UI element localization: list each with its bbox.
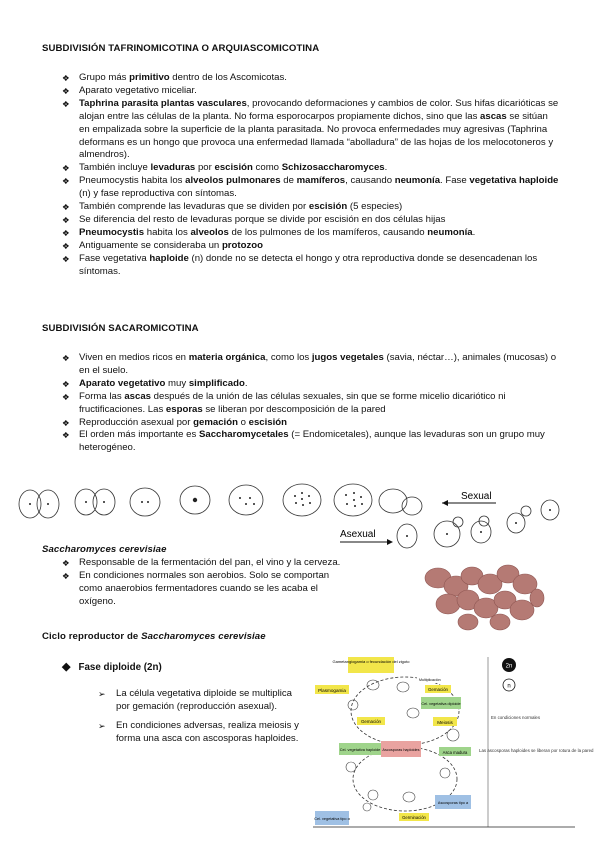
bullet-item — [60, 162, 560, 175]
box-multiplicacion-text: Multiplicación — [419, 678, 441, 682]
box-gemacion-left-text: Gemación — [360, 719, 382, 724]
bullet-item — [60, 391, 560, 417]
bullet-run: escisión — [308, 201, 348, 213]
bullet-run: Viven en medios ricos en — [79, 352, 189, 363]
bullet-item — [60, 253, 560, 279]
bullet-run: En condiciones normales son aerobios. Solo se comportan como anaerobios fermentadores cuando se les acaba el oxígeno. — [79, 569, 330, 607]
box-ascosporas-tipo-text: Ascosporas tipo a — [437, 801, 469, 805]
note-ascosporas-release: Las ascosporas haploides se liberan por rotura de la pared — [479, 748, 594, 753]
arrow-list-diploide — [98, 688, 303, 746]
bullet-run: . — [384, 162, 388, 174]
svg-text:Gametangiogamia o fecundación — [333, 659, 411, 664]
bullet-run: . Fase — [440, 175, 470, 187]
box-asca-madura-text: Asca madura — [442, 750, 468, 755]
bullet-run: alveolos pulmonares — [185, 175, 281, 187]
bullet-list-tafrinomicotina — [60, 72, 560, 279]
bullet-item — [60, 429, 560, 455]
bullet-run: Fase vegetativa — [79, 252, 150, 264]
bullet-run: haploide — [149, 252, 189, 264]
bullet-run: Schizosaccharomyces — [281, 162, 385, 174]
ciclo-heading-species: Saccharomyces cerevisiae — [141, 631, 266, 642]
note-normal-conditions: En condiciones normales — [491, 715, 541, 720]
bullet-item — [60, 570, 350, 609]
bullet-run: Forma las — [79, 390, 125, 402]
bullet-item — [60, 201, 560, 214]
bullet-run: Reproducción asexual por — [79, 416, 194, 428]
bullet-run: Aparato vegetativo — [79, 377, 166, 389]
box-ascosporas-text: Ascosporas haploides — [382, 748, 420, 752]
life-cycle-diagram — [313, 655, 594, 830]
bullet-run: (savia, néctar…), animales (mucosas) o en el suelo. — [79, 352, 557, 376]
ciclo-heading-prefix: Ciclo reproductor de — [42, 631, 142, 642]
bullet-run: neumonía — [427, 226, 473, 238]
bullet-run: Grupo más — [79, 72, 130, 83]
legend-2n-text: 2n — [505, 663, 513, 670]
bullet-item — [60, 98, 560, 163]
bullet-run: , causando — [345, 175, 395, 187]
bullet-run: materia orgánica — [188, 352, 266, 363]
bullet-run: , como los — [265, 352, 312, 363]
bullet-run: mamíferos — [296, 175, 346, 187]
bullet-run: ascas — [124, 390, 152, 402]
bullet-run: Taphrina parasita plantas vasculares — [79, 97, 247, 109]
bullet-item — [60, 214, 560, 227]
sexual-label: Sexual — [461, 491, 492, 502]
bullet-run: de los pulmones de los mamíferos, causando — [228, 226, 428, 238]
bullet-run: se sitúan en empalizada sobre la superficie de la planta parasitada. No provoca enfermedades muy agresivas (Taphrina deformans es un hongo que provoca una enfermedad llamada “abolladura” de las hojas de los melocotoneros y almendros). — [79, 110, 554, 161]
bullet-run: Saccharomycetales — [198, 429, 289, 441]
box-cel-veg-haploide-text: Cel. vegetativa haploide — [339, 748, 381, 752]
bullet-run: protozoo — [221, 239, 263, 251]
bullet-run: Aparato vegetativo miceliar. — [79, 84, 197, 96]
yeast-cell-stages-figure — [10, 478, 580, 554]
section-heading-saccharomyces: Saccharomyces cerevisiae — [42, 544, 167, 555]
bullet-run: jugos vegetales — [311, 352, 384, 363]
cell-stage-5 — [229, 485, 263, 515]
box-gemacion-text: Gemación — [427, 687, 449, 692]
bullet-run: . — [472, 226, 476, 238]
bullet-run: vegetativa haploide — [469, 175, 559, 187]
phase-diploide-heading — [62, 660, 162, 673]
bullet-run: de — [280, 175, 297, 187]
bullet-run: como — [252, 162, 282, 174]
bullet-run: (5 especies) — [347, 201, 403, 213]
bullet-run: También comprende las levaduras que se dividen por — [79, 201, 309, 213]
box-cel-veg-diploide-text: Cel. vegetativa diploide — [421, 702, 461, 706]
bullet-run: alveolos — [190, 226, 229, 238]
arrow-item-gemacion: ➢ La célula vegetativa diploide se multiplica por gemación (reproducción asexual). — [98, 688, 303, 714]
box-plasmogamia-text: Plasmogamia — [318, 688, 346, 693]
bullet-run: se liberan por descomposición de la pared — [202, 403, 386, 415]
bullet-run: También incluye — [79, 162, 151, 174]
bullet-run: gemación — [193, 416, 238, 428]
bullet-run: levaduras — [150, 162, 196, 174]
bullet-run: dentro de los Ascomicotas. — [169, 72, 287, 83]
bullet-run: Antiguamente se consideraba un — [79, 239, 222, 251]
bullet-run: , provocando deformaciones y cambios de color. Sus hifas dicarióticas se alojan entre las células de la planta. No forma esporocarpos propiamente dichos, sino que las — [79, 97, 559, 122]
bullet-run: muy — [165, 377, 189, 389]
phase-diploide-title: Fase diploide (2n) — [78, 662, 162, 673]
bullet-run: Se diferencia del resto de levaduras porque se divide por escisión en dos células hijas — [79, 213, 446, 225]
bullet-run: escisión — [214, 162, 253, 174]
bullet-run: esporas — [165, 403, 203, 415]
bullet-run: . — [244, 377, 248, 389]
box-gametangiogamia-text: Gametangiogamia o fecundación del zigoto — [332, 659, 410, 664]
bullet-item — [60, 72, 560, 85]
bullet-item — [60, 557, 350, 570]
bullet-run: habita los — [144, 226, 191, 238]
bullet-item — [60, 240, 560, 253]
bullet-run: después de la unión de las células sexuales, sin que se forme micelio dicariótico ni fructificaciones. Las — [79, 390, 506, 415]
bullet-run: Responsable de la fermentación del pan, el vino y la cerveza. — [79, 557, 341, 568]
arrow-item-meiosis: ➢ En condiciones adversas, realiza meiosis y forma una asca con ascosporas haploides. — [98, 720, 303, 746]
yeast-micrograph — [420, 562, 545, 632]
box-germinacion-text: Germinación — [402, 815, 426, 820]
bullet-item — [60, 175, 560, 201]
bullet-run: simplificado — [188, 377, 245, 389]
legend-n-text: n — [507, 683, 511, 690]
bullet-item — [60, 227, 560, 240]
bullet-run: o — [237, 416, 249, 428]
section-heading-sacaromicotina: SUBDIVISIÓN SACAROMICOTINA — [42, 323, 199, 334]
box-meiosis-text: Meiosis — [437, 720, 453, 725]
bullet-item — [60, 85, 560, 98]
diamond-bullet-icon: ◆ — [62, 661, 71, 673]
bullet-list-saccharomyces — [60, 557, 350, 609]
cell-stage-3 — [130, 488, 160, 516]
bullet-item — [60, 417, 560, 430]
section-heading-tafrinomicotina: SUBDIVISIÓN TAFRINOMICOTINA O ARQUIASCOMICOTINA — [42, 43, 320, 54]
bullet-run: (n) donde no se detecta el hongo y otra reproductiva donde se desencadenan los síntomas. — [79, 252, 538, 277]
bullet-run: primitivo — [129, 72, 170, 83]
bullet-run: por — [195, 162, 215, 174]
bullet-run: (n) y fase reproductiva con síntomas. — [79, 188, 237, 200]
section-heading-ciclo — [42, 631, 266, 642]
bullet-run: Pneumocystis — [79, 226, 145, 238]
bullet-list-sacaromicotina — [60, 352, 560, 455]
bullet-item — [60, 378, 560, 391]
asexual-label: Asexual — [340, 529, 376, 540]
bullet-run: escisión — [248, 416, 288, 428]
bullet-run: (= Endomicetales), aunque las levaduras son un grupo muy heterogéneo. — [79, 429, 545, 454]
bullet-item — [60, 352, 560, 378]
bullet-run: ascas — [480, 110, 507, 122]
bullet-run: El orden más importante es — [79, 429, 199, 441]
bullet-run: neumonía — [394, 175, 441, 187]
box-cel-veg-bottom-text: Cel. vegetativa tipo α — [314, 817, 350, 821]
bullet-run: Pneumocystis habita los — [79, 175, 186, 187]
